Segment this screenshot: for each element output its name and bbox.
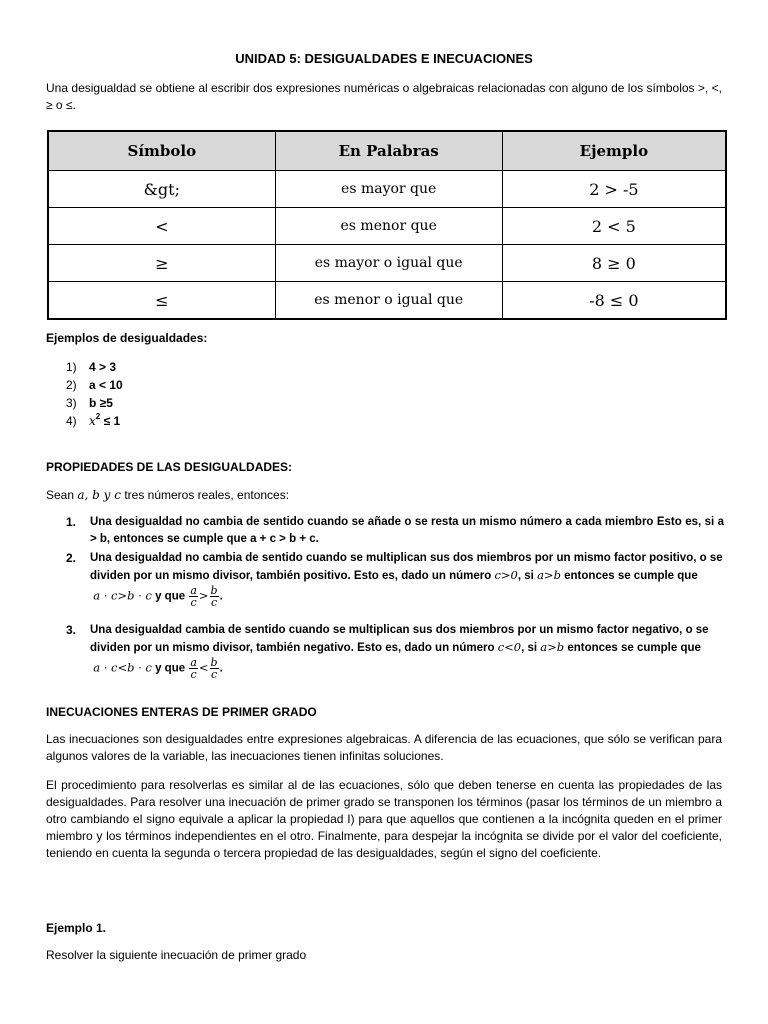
example1-heading: Ejemplo 1. <box>46 921 107 935</box>
property-text-yque: y que <box>155 662 186 675</box>
symbols-table <box>47 130 727 320</box>
table-cell-words: es mayor que <box>275 171 502 208</box>
math-relation: a>b <box>537 568 561 582</box>
property-text-block <box>90 550 724 608</box>
properties-intro <box>46 487 722 504</box>
property-text: Una desigualdad cambia de sentido cuando se multiplican sus dos miembros por un mismo factor negativo, o se dividen por un mismo divisor, también negativo. Esto es, dado un número <box>90 624 709 654</box>
math-fraction <box>210 585 219 608</box>
fraction-numerator: b <box>210 584 218 597</box>
list-item <box>66 376 123 394</box>
math-product: a · c<b · c <box>93 660 152 675</box>
math-fraction <box>189 657 198 680</box>
intro-paragraph: Una desigualdad se obtiene al escribir dos expresiones numéricas o algebraicas relacionadas con alguno de los símbolos >, <, ≥ o ≤. <box>46 81 722 112</box>
math-condition: c>0 <box>494 568 518 582</box>
property-number: 2. <box>66 551 77 565</box>
list-number: 4) <box>66 414 77 428</box>
inecuaciones-paragraph-1: Las inecuaciones son desigualdades entre expresiones algebraicas. A diferencia de las ecuaciones, que sólo se verifican para algunos valores de la variable, las inecuaciones tienen infinitas soluciones. <box>46 732 722 763</box>
list-item-text: b ≥5 <box>89 396 113 410</box>
math-condition: c<0 <box>497 640 522 654</box>
table-cell-words: es menor que <box>275 208 502 245</box>
inecuaciones-paragraph-2: El procedimiento para resolverlas es similar al de las ecuaciones, sólo que deben tenerse en cuenta las propiedades de las desigualdades. Para resolver una inecuación de primer grado se transponen los términos (pasar los términos de un miembro a otro cambiando el signo equivale a aplicar la propiedad I) para que aquellos que contienen a la incógnita queden en el primer miembro y los términos independientes en el otro. Finalmente, para despejar la incógnita se divide por el valor del coeficiente, teniendo en cuenta la segunda o tercera propiedad de las desigualdades, según el signo del coeficiente. <box>46 778 722 860</box>
properties-intro-suffix: tres números reales, entonces: <box>124 488 290 502</box>
table-cell-words: es menor o igual que <box>275 282 502 320</box>
list-number: 3) <box>66 396 77 410</box>
table-header-row <box>48 131 726 171</box>
fraction-denominator: c <box>190 668 197 681</box>
fraction-denominator: c <box>210 668 218 681</box>
list-item-text: ≤ 1 <box>100 414 121 428</box>
math-fraction <box>210 657 219 680</box>
table-header-cell: En Palabras <box>275 131 502 171</box>
table-row <box>48 245 726 282</box>
list-item <box>66 358 123 376</box>
property-text-yque: y que <box>155 590 186 603</box>
list-number: 1) <box>66 360 77 374</box>
math-operator: < <box>198 660 209 675</box>
property-item-3 <box>66 622 724 680</box>
page-title: UNIDAD 5: DESIGUALDADES E INECUACIONES <box>235 51 533 66</box>
examples-heading: Ejemplos de desigualdades: <box>46 331 208 345</box>
table-cell-example: -8 ≤ 0 <box>502 282 726 320</box>
fraction-denominator: c <box>210 596 218 609</box>
property-text: Una desigualdad no cambia de sentido cuando se multiplican sus dos miembros por un mismo factor positivo, o se dividen por un mismo divisor, también positivo. Esto es, dado un número <box>90 552 723 582</box>
table-header-cell: Símbolo <box>48 131 275 171</box>
property-item-1 <box>66 514 724 548</box>
math-operator: > <box>198 588 209 603</box>
math-fraction <box>189 585 198 608</box>
table-row <box>48 171 726 208</box>
examples-list <box>66 358 123 430</box>
property-text: Una desigualdad no cambia de sentido cuando se añade o se resta un mismo número a cada miembro Esto es, si a > b, entonces se cumple que a + c > b + c. <box>90 516 724 545</box>
math-product: a · c>b · c <box>93 588 152 603</box>
properties-intro-vars: a, b y c <box>77 488 121 502</box>
property-number: 3. <box>66 623 77 637</box>
property-text-tail: entonces se cumple que <box>564 570 698 582</box>
property-text-end: . <box>219 662 223 675</box>
fraction-numerator: a <box>190 584 197 597</box>
properties-heading: PROPIEDADES DE LAS DESIGUALDADES: <box>46 460 293 474</box>
list-item <box>66 394 123 412</box>
fraction-numerator: a <box>190 656 197 669</box>
list-number: 2) <box>66 378 77 392</box>
properties-intro-prefix: Sean <box>46 488 75 502</box>
table-cell-example: 8 ≥ 0 <box>502 245 726 282</box>
table-row <box>48 208 726 245</box>
math-exponent: 2 <box>95 412 101 421</box>
table-cell-words: es mayor o igual que <box>275 245 502 282</box>
property-number: 1. <box>66 515 77 529</box>
property-text-mid: , si <box>517 570 534 582</box>
example1-text: Resolver la siguiente inecuación de primer grado <box>46 948 307 962</box>
table-row <box>48 282 726 320</box>
table-cell-example: 2 > -5 <box>502 171 726 208</box>
table-header-cell: Ejemplo <box>502 131 726 171</box>
property-text-block <box>90 622 724 680</box>
math-relation: a>b <box>540 640 565 654</box>
list-item-text: 4 > 3 <box>89 360 117 374</box>
table-cell-example: 2 < 5 <box>502 208 726 245</box>
fraction-numerator: b <box>210 656 218 669</box>
property-text-mid: , si <box>521 642 538 654</box>
inecuaciones-heading: INECUACIONES ENTERAS DE PRIMER GRADO <box>46 705 317 719</box>
property-text-tail: entonces se cumple que <box>567 642 701 654</box>
list-item <box>66 412 123 430</box>
table-cell-symbol: &gt; <box>48 171 275 208</box>
list-item-text: a < 10 <box>89 378 123 392</box>
math-variable: x <box>89 414 96 428</box>
property-item-2 <box>66 550 724 608</box>
property-text-end: . <box>219 590 223 603</box>
table-cell-symbol: < <box>48 208 275 245</box>
table-cell-symbol: ≥ <box>48 245 275 282</box>
table-cell-symbol: ≤ <box>48 282 275 320</box>
fraction-denominator: c <box>190 596 197 609</box>
